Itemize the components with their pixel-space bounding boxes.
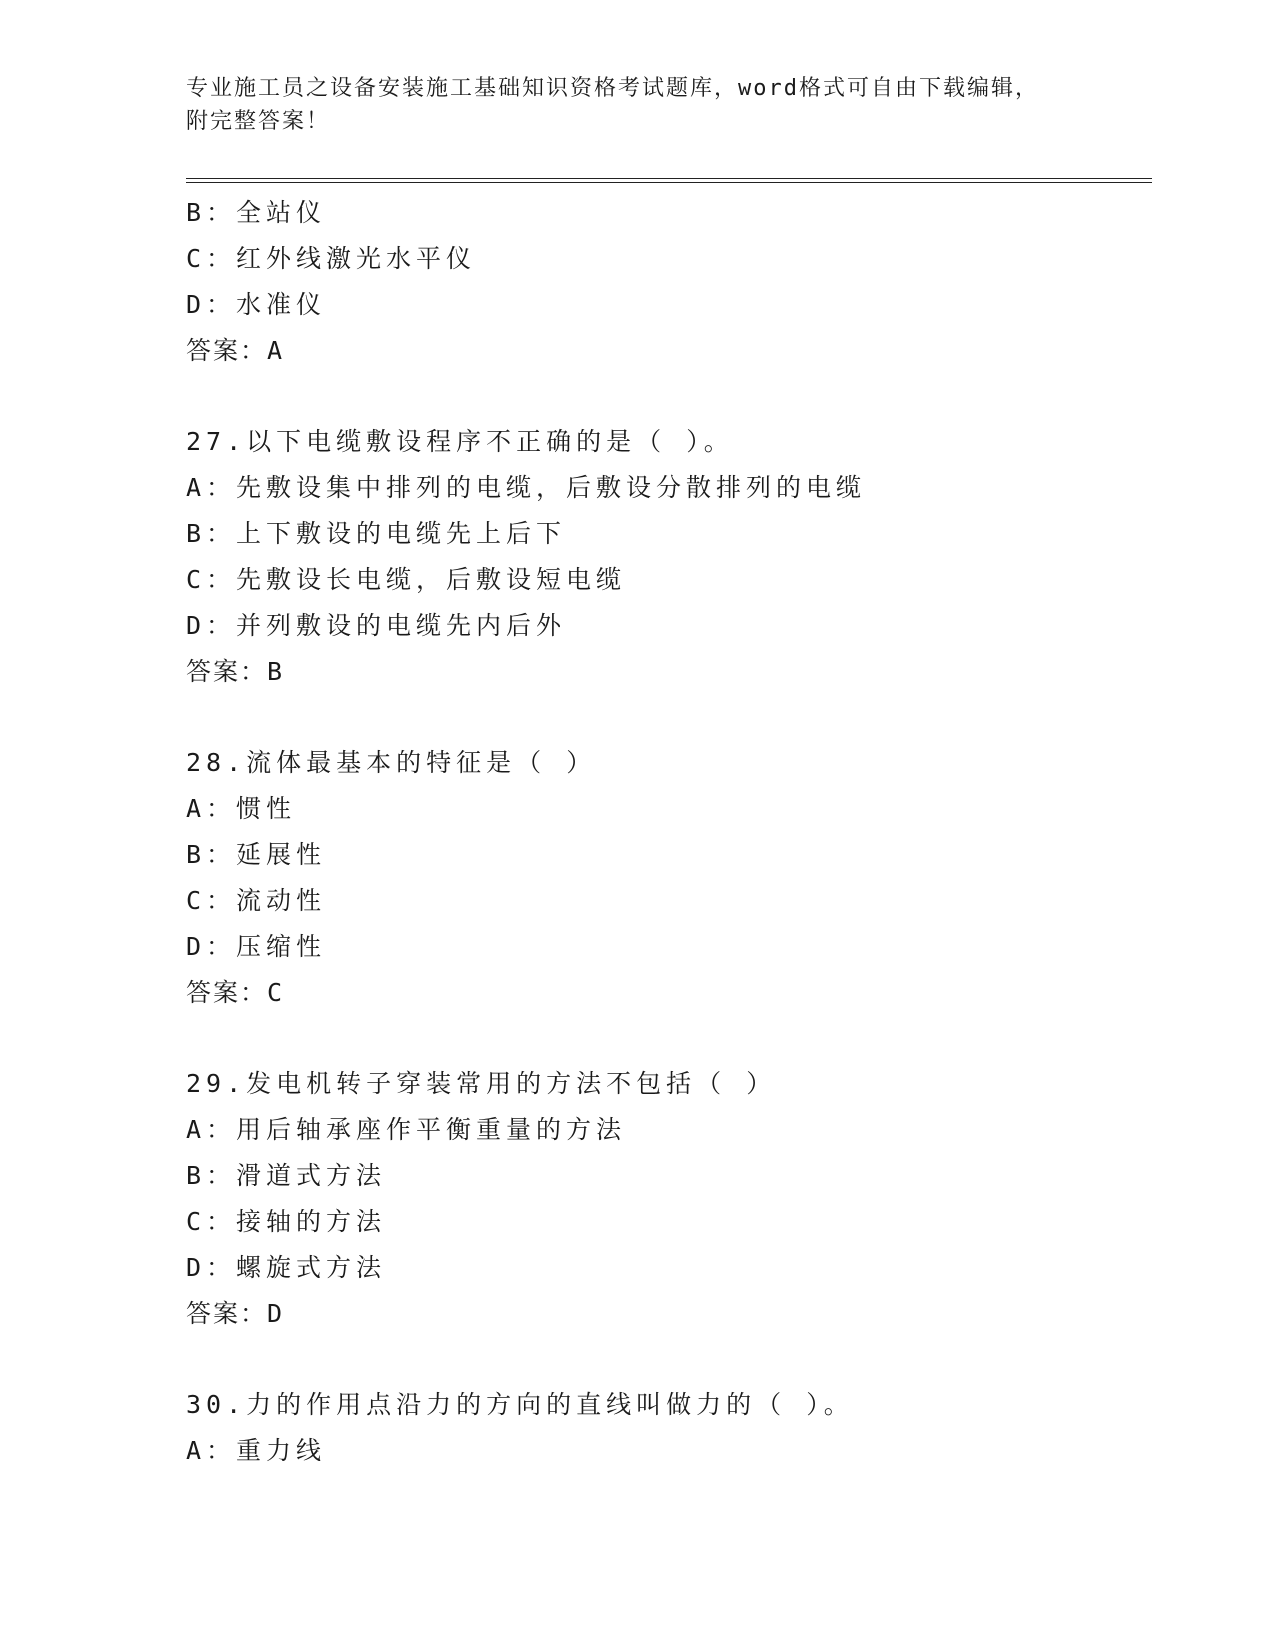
answer: 答案：D [186,1299,285,1328]
option-d: D：螺旋式方法 [186,1253,387,1282]
option-b: B：上下敷设的电缆先上后下 [186,519,567,548]
question-27 [186,419,1152,695]
option-b: B：全站仪 [186,198,327,227]
spacer [186,374,1152,419]
header-divider-top [186,178,1152,179]
question-29 [186,1061,1152,1337]
option-d: D：水准仪 [186,290,327,319]
document-header [186,72,1086,138]
option-c: C：红外线激光水平仪 [186,244,477,273]
header-line-2: 附完整答案！ [186,109,331,134]
header-line-1: 专业施工员之设备安装施工基础知识资格考试题库，word格式可自由下载编辑， [186,76,1039,101]
question-26 [186,190,1152,374]
question-30 [186,1382,1152,1474]
question-text: 30.力的作用点沿力的方向的直线叫做力的（ ）。 [186,1390,854,1419]
question-list [186,190,1152,1474]
option-d: D：并列敷设的电缆先内后外 [186,611,567,640]
option-b: B：滑道式方法 [186,1161,387,1190]
question-text: 29.发电机转子穿装常用的方法不包括（ ） [186,1069,777,1098]
spacer [186,695,1152,740]
option-a: A：重力线 [186,1436,327,1465]
header-divider-bottom [186,182,1152,183]
option-d: D：压缩性 [186,932,327,961]
spacer [186,1337,1152,1382]
option-c: C：流动性 [186,886,327,915]
answer: 答案：A [186,336,285,365]
option-a: A：先敷设集中排列的电缆，后敷设分散排列的电缆 [186,473,867,502]
answer: 答案：C [186,978,285,1007]
option-b: B：延展性 [186,840,327,869]
spacer [186,1016,1152,1061]
option-a: A：用后轴承座作平衡重量的方法 [186,1115,627,1144]
answer: 答案：B [186,657,285,686]
question-text: 27.以下电缆敷设程序不正确的是（ ）。 [186,427,734,456]
question-28 [186,740,1152,1016]
option-c: C：先敷设长电缆，后敷设短电缆 [186,565,627,594]
question-text: 28.流体最基本的特征是（ ） [186,748,597,777]
option-c: C：接轴的方法 [186,1207,387,1236]
option-a: A：惯性 [186,794,297,823]
